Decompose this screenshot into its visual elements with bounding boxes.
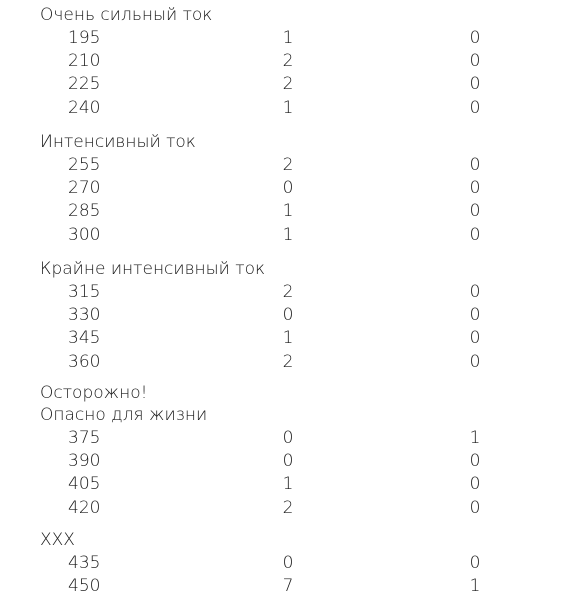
- section-title: Осторожно!: [40, 383, 148, 403]
- row-value: 420: [68, 497, 101, 518]
- row-value: 435: [68, 553, 101, 573]
- row-count: 0: [282, 553, 294, 573]
- row-flag: 1: [469, 576, 481, 597]
- section-title: Опасно для жизни: [40, 405, 208, 425]
- row-flag: 0: [469, 553, 481, 573]
- row-count: 0: [282, 305, 294, 326]
- row-count: 2: [282, 74, 294, 95]
- row-count: 7: [282, 576, 294, 597]
- row-count: 1: [282, 224, 294, 245]
- row-flag: 0: [469, 451, 481, 472]
- row-count: 1: [282, 328, 294, 349]
- row-flag: 0: [469, 28, 481, 48]
- row-flag: 0: [469, 178, 481, 199]
- section-title: Крайне интенсивный ток: [40, 259, 266, 279]
- table-row: [0, 200, 575, 223]
- table-row: [0, 427, 575, 450]
- row-flag: 1: [469, 428, 481, 448]
- row-value: 270: [68, 178, 101, 199]
- table-row: [0, 473, 575, 496]
- row-value: 225: [68, 74, 101, 95]
- row-value: 195: [68, 28, 101, 48]
- row-count: 0: [282, 428, 294, 448]
- table-row: [0, 97, 575, 120]
- row-value: 315: [68, 282, 101, 302]
- table-row: [0, 497, 575, 520]
- row-count: 2: [282, 351, 294, 372]
- table-row: [0, 351, 575, 374]
- row-flag: 0: [469, 51, 481, 72]
- table-row: [0, 177, 575, 200]
- table-row: [0, 327, 575, 350]
- row-value: 360: [68, 351, 101, 372]
- row-flag: 0: [469, 74, 481, 95]
- row-value: 285: [68, 201, 101, 222]
- row-value: 405: [68, 474, 101, 495]
- row-value: 330: [68, 305, 101, 326]
- table-row: [0, 73, 575, 96]
- row-flag: 0: [469, 497, 481, 518]
- table-row: [0, 281, 575, 304]
- table-row: [0, 575, 575, 598]
- row-count: 2: [282, 155, 294, 175]
- row-count: 1: [282, 28, 294, 48]
- row-count: 1: [282, 474, 294, 495]
- row-count: 1: [282, 201, 294, 222]
- row-value: 240: [68, 97, 101, 118]
- row-flag: 0: [469, 282, 481, 302]
- table-row: [0, 154, 575, 177]
- table-row: [0, 50, 575, 73]
- section-title: XXX: [40, 530, 75, 550]
- row-value: 375: [68, 428, 101, 448]
- row-flag: 0: [469, 474, 481, 495]
- row-count: 2: [282, 282, 294, 302]
- row-value: 345: [68, 328, 101, 349]
- row-count: 2: [282, 497, 294, 518]
- row-flag: 0: [469, 155, 481, 175]
- row-flag: 0: [469, 97, 481, 118]
- row-count: 2: [282, 51, 294, 72]
- row-flag: 0: [469, 328, 481, 349]
- table-row: [0, 450, 575, 473]
- table-row: [0, 552, 575, 575]
- row-flag: 0: [469, 201, 481, 222]
- table-row: [0, 304, 575, 327]
- table-row: [0, 27, 575, 50]
- row-flag: 0: [469, 224, 481, 245]
- row-value: 210: [68, 51, 101, 72]
- row-value: 300: [68, 224, 101, 245]
- row-count: 0: [282, 178, 294, 199]
- row-count: 0: [282, 451, 294, 472]
- row-value: 390: [68, 451, 101, 472]
- table-row: [0, 224, 575, 247]
- row-count: 1: [282, 97, 294, 118]
- section-title: Интенсивный ток: [40, 132, 196, 152]
- row-value: 450: [68, 576, 101, 597]
- row-flag: 0: [469, 305, 481, 326]
- row-flag: 0: [469, 351, 481, 372]
- row-value: 255: [68, 155, 101, 175]
- section-title: Очень сильный ток: [40, 5, 213, 25]
